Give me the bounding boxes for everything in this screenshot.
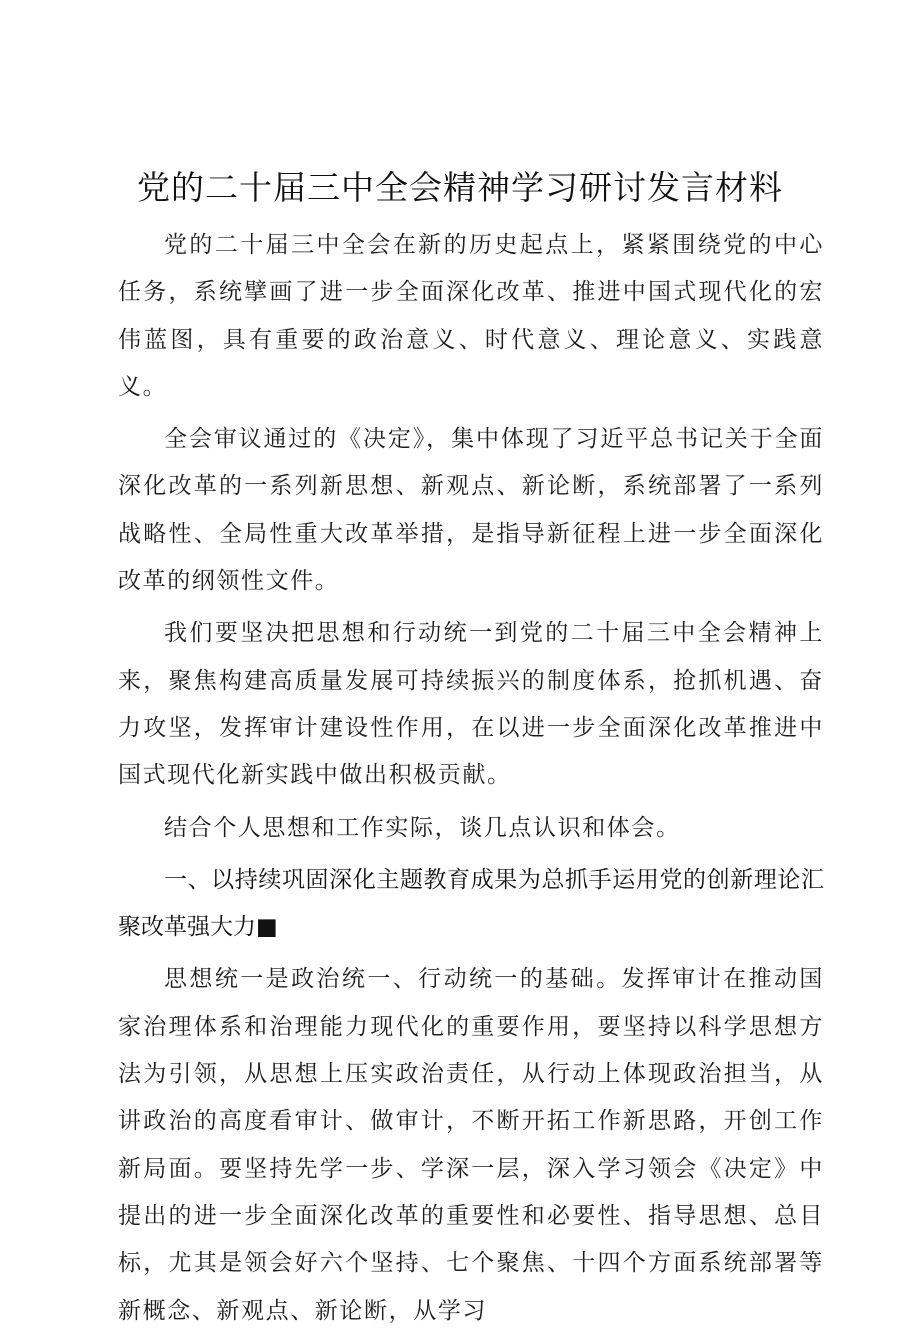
paragraph-decision: 全会审议通过的《决定》，集中体现了习近平总书记关于全面深化改革的一系列新思想、新观点、新论断，系统部署了一系列战略性、全局性重大改革举措，是指导新征程上进一步全面深化改革的纲领性文件。 (118, 426, 824, 595)
document-title: 党的二十届三中全会精神学习研讨发言材料 (137, 168, 783, 207)
paragraph-intro: 党的二十届三中全会在新的历史起点上，紧紧围绕党的中心任务，系统擘画了进一步全面深化改革、推进中国式现代化的宏伟蓝图，具有重要的政治意义、时代意义、理论意义、实践意义。 (118, 232, 824, 400)
paragraph-section-1: 思想统一是政治统一、行动统一的基础。发挥审计在推动国家治理体系和治理能力现代化的重要作用，要坚持以科学思想方法为引领，从思想上压实政治责任，从行动上体现政治担当，从讲政治的高度看审计、做审计，不断开拓工作新思路，开创工作新局面。要坚持先学一步、学深一层，深入学习领会《决定》中提出的进一步全面深化改革的重要性和必要性、指导思想、总目标，尤其是领会好六个坚持、七个聚焦、十四个方面系统部署等新概念、新观点、新论断，从学习 (118, 966, 824, 1324)
section-heading-1: 一、以持续巩固深化主题教育成果为总抓手运用党的创新理论汇聚改革强大力■ (118, 866, 824, 941)
document-body (118, 222, 824, 1335)
paragraph-commitment: 我们要坚决把思想和行动统一到党的二十届三中全会精神上来，聚焦构建高质量发展可持续振兴的制度体系，抢抓机遇、奋力攻坚，发挥审计建设性作用，在以进一步全面深化改革推进中国式现代化新实践中做出积极贡献。 (118, 620, 824, 789)
paragraph-transition: 结合个人思想和工作实际，谈几点认识和体会。 (164, 814, 681, 841)
